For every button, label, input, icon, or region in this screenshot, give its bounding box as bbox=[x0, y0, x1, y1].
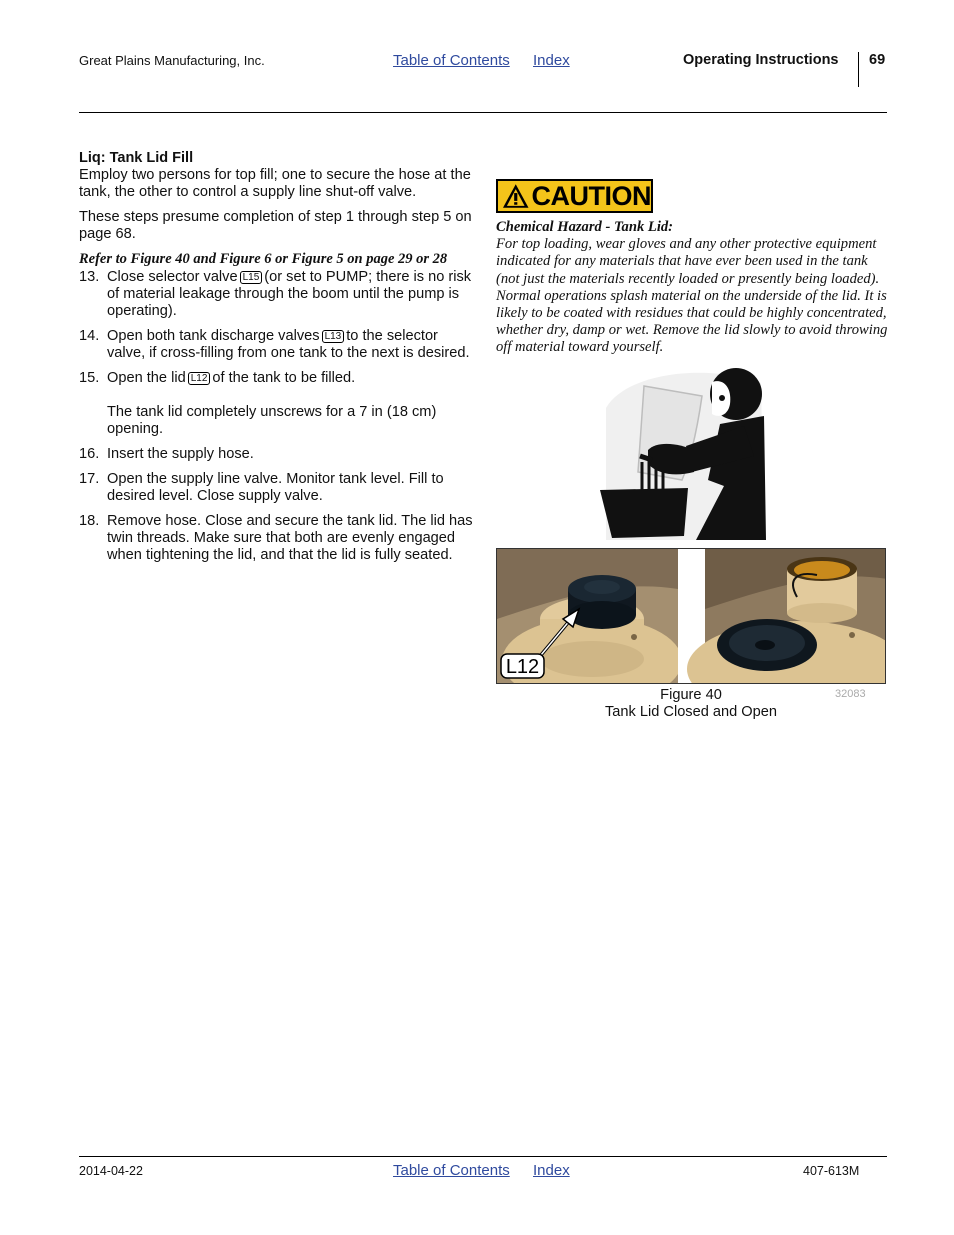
callout-l13: L13 bbox=[322, 330, 345, 343]
intro-paragraph: Employ two persons for top fill; one to secure the hose at the tank, the other to control a supply line shut-off valve. bbox=[79, 167, 471, 200]
lid-open-photo bbox=[687, 549, 886, 684]
figure-caption bbox=[496, 687, 886, 721]
warning-triangle-icon bbox=[502, 183, 530, 209]
step-text: Remove hose. Close and secure the tank lid. The lid has twin threads. Make sure that both are evenly engaged when tightening the lid, and that the lid is fully seated. bbox=[107, 513, 473, 563]
footer-toc-link[interactable]: Table of Contents bbox=[393, 1162, 510, 1179]
callout-l15: L15 bbox=[240, 271, 263, 284]
left-column bbox=[79, 150, 474, 572]
step-text: Insert the supply hose. bbox=[107, 446, 254, 462]
figure-reference: Refer to Figure 40 and Figure 6 or Figure 5 on page 29 or 28 bbox=[79, 251, 448, 267]
steps-list bbox=[79, 269, 474, 564]
step-14 bbox=[79, 328, 474, 362]
step-text-cont: to the selector valve, if cross-filling from one tank to the next is desired. bbox=[107, 328, 470, 361]
hazard-message bbox=[496, 219, 888, 357]
callout-l12: L12 bbox=[188, 372, 211, 385]
presume-paragraph: These steps presume completion of step 1 through step 5 on page 68. bbox=[79, 209, 472, 242]
header-company: Great Plains Manufacturing, Inc. bbox=[79, 53, 265, 68]
figure-caption-number: Figure 40 bbox=[660, 687, 722, 703]
step-text-cont: of the tank to be filled. bbox=[212, 370, 356, 386]
step-number: 16. bbox=[79, 446, 100, 462]
step-18 bbox=[79, 513, 474, 564]
header-rule bbox=[79, 112, 887, 113]
footer-index-link[interactable]: Index bbox=[533, 1162, 570, 1179]
step-15-note: The tank lid completely unscrews for a 7 in (18 cm) opening. bbox=[107, 404, 437, 437]
header-index-link[interactable]: Index bbox=[533, 52, 570, 69]
step-17 bbox=[79, 471, 474, 505]
step-text: Open the supply line valve. Monitor tank level. Fill to desired level. Close supply valve. bbox=[107, 471, 444, 504]
step-text: Open both tank discharge valves bbox=[107, 328, 320, 344]
footer-rule bbox=[79, 1156, 887, 1157]
step-text: Close selector valve bbox=[107, 269, 238, 285]
page-number: 69 bbox=[869, 52, 886, 68]
figure-40-photos bbox=[496, 548, 886, 684]
step-text-cont: (or set to PUMP; there is no risk of material leakage through the boom until the pump is operating). bbox=[107, 269, 472, 319]
step-15 bbox=[79, 370, 474, 438]
footer-doc-number: 407-613M bbox=[803, 1164, 860, 1178]
figure-callout-l12: L12 bbox=[505, 656, 540, 678]
step-16 bbox=[79, 446, 474, 463]
step-number: 15. bbox=[79, 370, 100, 386]
caution-badge bbox=[496, 179, 653, 213]
header-toc-link[interactable]: Table of Contents bbox=[393, 52, 510, 69]
section-title: Liq: Tank Lid Fill bbox=[79, 150, 194, 166]
chemical-safety-pictogram bbox=[596, 368, 768, 542]
step-number: 14. bbox=[79, 328, 100, 344]
step-number: 18. bbox=[79, 513, 100, 529]
step-number: 13. bbox=[79, 269, 100, 285]
header-section-title: Operating Instructions bbox=[683, 52, 839, 68]
figure-caption-title: Tank Lid Closed and Open bbox=[605, 704, 777, 720]
footer-date: 2014-04-22 bbox=[79, 1164, 143, 1178]
tank-lid-photos bbox=[497, 549, 886, 684]
step-text: Open the lid bbox=[107, 370, 186, 386]
figure-image-id: 32083 bbox=[835, 688, 866, 700]
step-13 bbox=[79, 269, 474, 320]
header-divider bbox=[858, 52, 859, 87]
caution-word: CAUTION bbox=[531, 181, 651, 211]
step-number: 17. bbox=[79, 471, 100, 487]
hazard-body: For top loading, wear gloves and any other protective equipment indicated for any materials that have ever been used in the tank (not just the materials recently loaded or presently being loaded). Normal operations splash material on the underside of the lid. It is likely to be coated with residues that could be highly concentrated, whether dry, damp or wet. Remove the lid slowly to avoid throwing off material toward yourself. bbox=[496, 236, 888, 356]
hazard-title: Chemical Hazard - Tank Lid: bbox=[496, 219, 674, 235]
